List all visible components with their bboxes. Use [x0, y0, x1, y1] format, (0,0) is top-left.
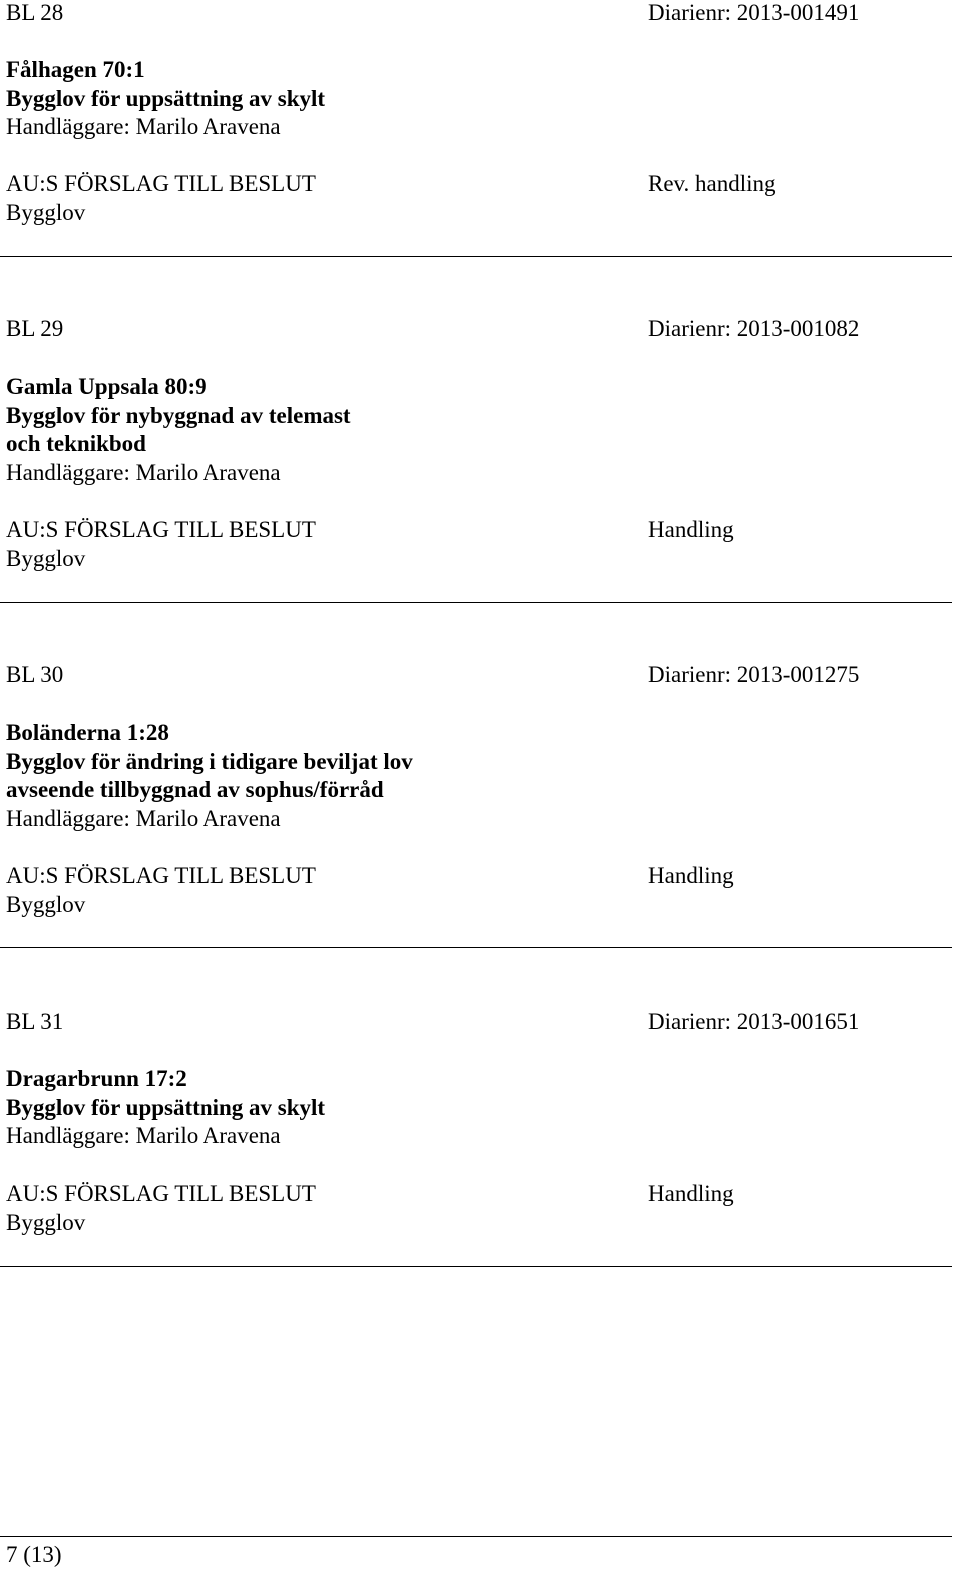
- page-number: 7 (13): [6, 1542, 62, 1567]
- item-description-line: Bygglov för ändring i tidigare beviljat lov: [6, 749, 413, 774]
- item-handling: Handling: [648, 517, 734, 542]
- item-description-line: avseende tillbyggnad av sophus/förråd: [6, 777, 384, 802]
- item-description-line: och teknikbod: [6, 431, 146, 456]
- item-title: Dragarbrunn 17:2: [6, 1066, 187, 1091]
- item-handlaggare: Handläggare: Marilo Aravena: [6, 114, 281, 139]
- item-handling: Handling: [648, 863, 734, 888]
- footer-divider: [0, 1536, 952, 1537]
- item-category: Bygglov: [6, 546, 86, 571]
- item-number: BL 28: [6, 0, 64, 25]
- item-description-line: Bygglov för uppsättning av skylt: [6, 1095, 326, 1120]
- item-title: Fålhagen 70:1: [6, 57, 145, 82]
- item-diarienr: Diarienr: 2013-001491: [648, 0, 860, 25]
- item-handlaggare: Handläggare: Marilo Aravena: [6, 806, 281, 831]
- item-category: Bygglov: [6, 892, 86, 917]
- item-divider: [0, 602, 952, 603]
- item-diarienr: Diarienr: 2013-001275: [648, 662, 860, 687]
- item-forslag: AU:S FÖRSLAG TILL BESLUT: [6, 863, 316, 888]
- item-forslag: AU:S FÖRSLAG TILL BESLUT: [6, 517, 316, 542]
- item-category: Bygglov: [6, 1210, 86, 1235]
- item-number: BL 31: [6, 1009, 64, 1034]
- item-description-line: Bygglov för uppsättning av skylt: [6, 86, 326, 111]
- item-diarienr: Diarienr: 2013-001082: [648, 316, 860, 341]
- item-forslag: AU:S FÖRSLAG TILL BESLUT: [6, 171, 316, 196]
- item-category: Bygglov: [6, 200, 86, 225]
- item-divider: [0, 256, 952, 257]
- item-handlaggare: Handläggare: Marilo Aravena: [6, 460, 281, 485]
- item-title: Gamla Uppsala 80:9: [6, 374, 207, 399]
- item-divider: [0, 1266, 952, 1267]
- item-handling: Handling: [648, 1181, 734, 1206]
- item-description-line: Bygglov för nybyggnad av telemast: [6, 403, 351, 428]
- item-handlaggare: Handläggare: Marilo Aravena: [6, 1123, 281, 1148]
- item-number: BL 30: [6, 662, 64, 687]
- item-forslag: AU:S FÖRSLAG TILL BESLUT: [6, 1181, 316, 1206]
- item-number: BL 29: [6, 316, 64, 341]
- item-title: Boländerna 1:28: [6, 720, 169, 745]
- item-diarienr: Diarienr: 2013-001651: [648, 1009, 860, 1034]
- item-handling: Rev. handling: [648, 171, 776, 196]
- item-divider: [0, 947, 952, 948]
